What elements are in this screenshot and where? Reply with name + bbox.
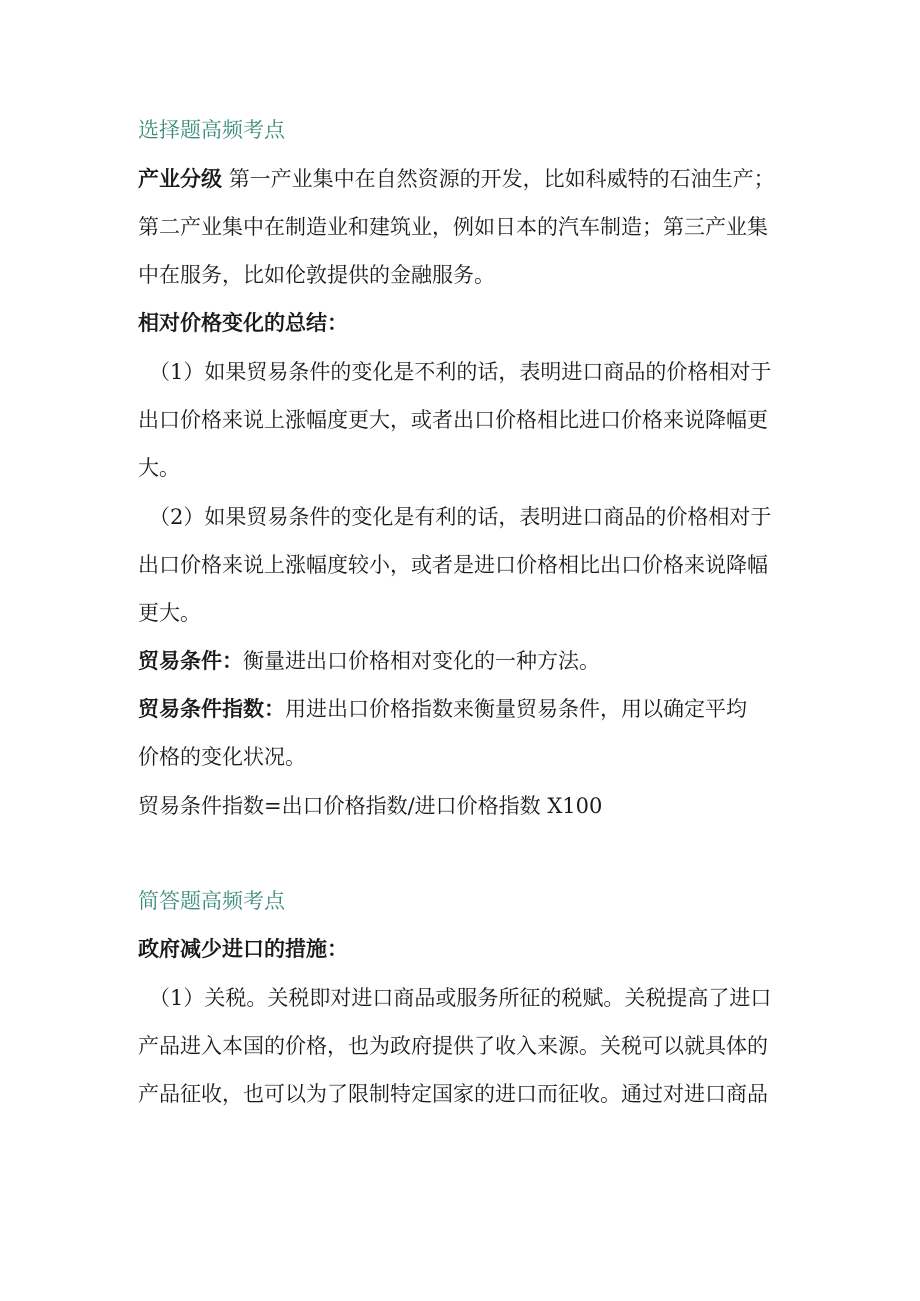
paragraph-industry-line2: 第二产业集中在制造业和建筑业，例如日本的汽车制造；第三产业集 (138, 215, 768, 239)
terms-of-trade-text: 衡量进出口价格相对变化的一种方法。 (243, 649, 600, 673)
relative-price-title: 相对价格变化的总结： (138, 310, 348, 335)
term-terms-of-trade: 贸易条件： (138, 648, 243, 673)
terms-index-definition-line1 (138, 694, 747, 724)
tariff-paragraph-line1: （1）关税。关税即对进口商品或服务所征的税赋。关税提高了进口 (149, 986, 772, 1010)
tariff-paragraph-line2: 产品进入本国的价格，也为政府提供了收入来源。关税可以就具体的 (138, 1034, 768, 1058)
relative-price-item1-line2: 出口价格来说上涨幅度更大，或者出口价格相比进口价格来说降幅更 (138, 408, 768, 432)
relative-price-item2-line1: （2）如果贸易条件的变化是有利的话，表明进口商品的价格相对于 (149, 505, 772, 529)
terms-index-formula: 贸易条件指数=出口价格指数/进口价格指数 X100 (138, 794, 603, 818)
term-industry-classification: 产业分级 (138, 166, 222, 191)
section-heading-short-answer: 简答题高频考点 (138, 889, 285, 913)
paragraph-industry-line3: 中在服务，比如伦敦提供的金融服务。 (138, 263, 495, 287)
term-terms-of-trade-index: 贸易条件指数： (138, 696, 285, 721)
relative-price-item1-line1: （1）如果贸易条件的变化是不利的话，表明进口商品的价格相对于 (149, 360, 772, 384)
terms-index-text1: 用进出口价格指数来衡量贸易条件，用以确定平均 (285, 697, 747, 721)
import-reduction-title: 政府减少进口的措施： (138, 936, 348, 961)
relative-price-item2-line3: 更大。 (138, 601, 201, 625)
terms-of-trade-definition (138, 646, 600, 676)
terms-index-definition-line2: 价格的变化状况。 (138, 745, 306, 769)
industry-text1: 第一产业集中在自然资源的开发，比如科威特的石油生产； (228, 167, 775, 191)
relative-price-item1-line3: 大。 (138, 456, 180, 480)
section-heading-multiple-choice: 选择题高频考点 (138, 118, 285, 142)
relative-price-item2-line2: 出口价格来说上涨幅度较小，或者是进口价格相比出口价格来说降幅 (138, 553, 768, 577)
tariff-paragraph-line3: 产品征收，也可以为了限制特定国家的进口而征收。通过对进口商品 (138, 1082, 768, 1106)
paragraph-industry-line1 (138, 164, 775, 194)
